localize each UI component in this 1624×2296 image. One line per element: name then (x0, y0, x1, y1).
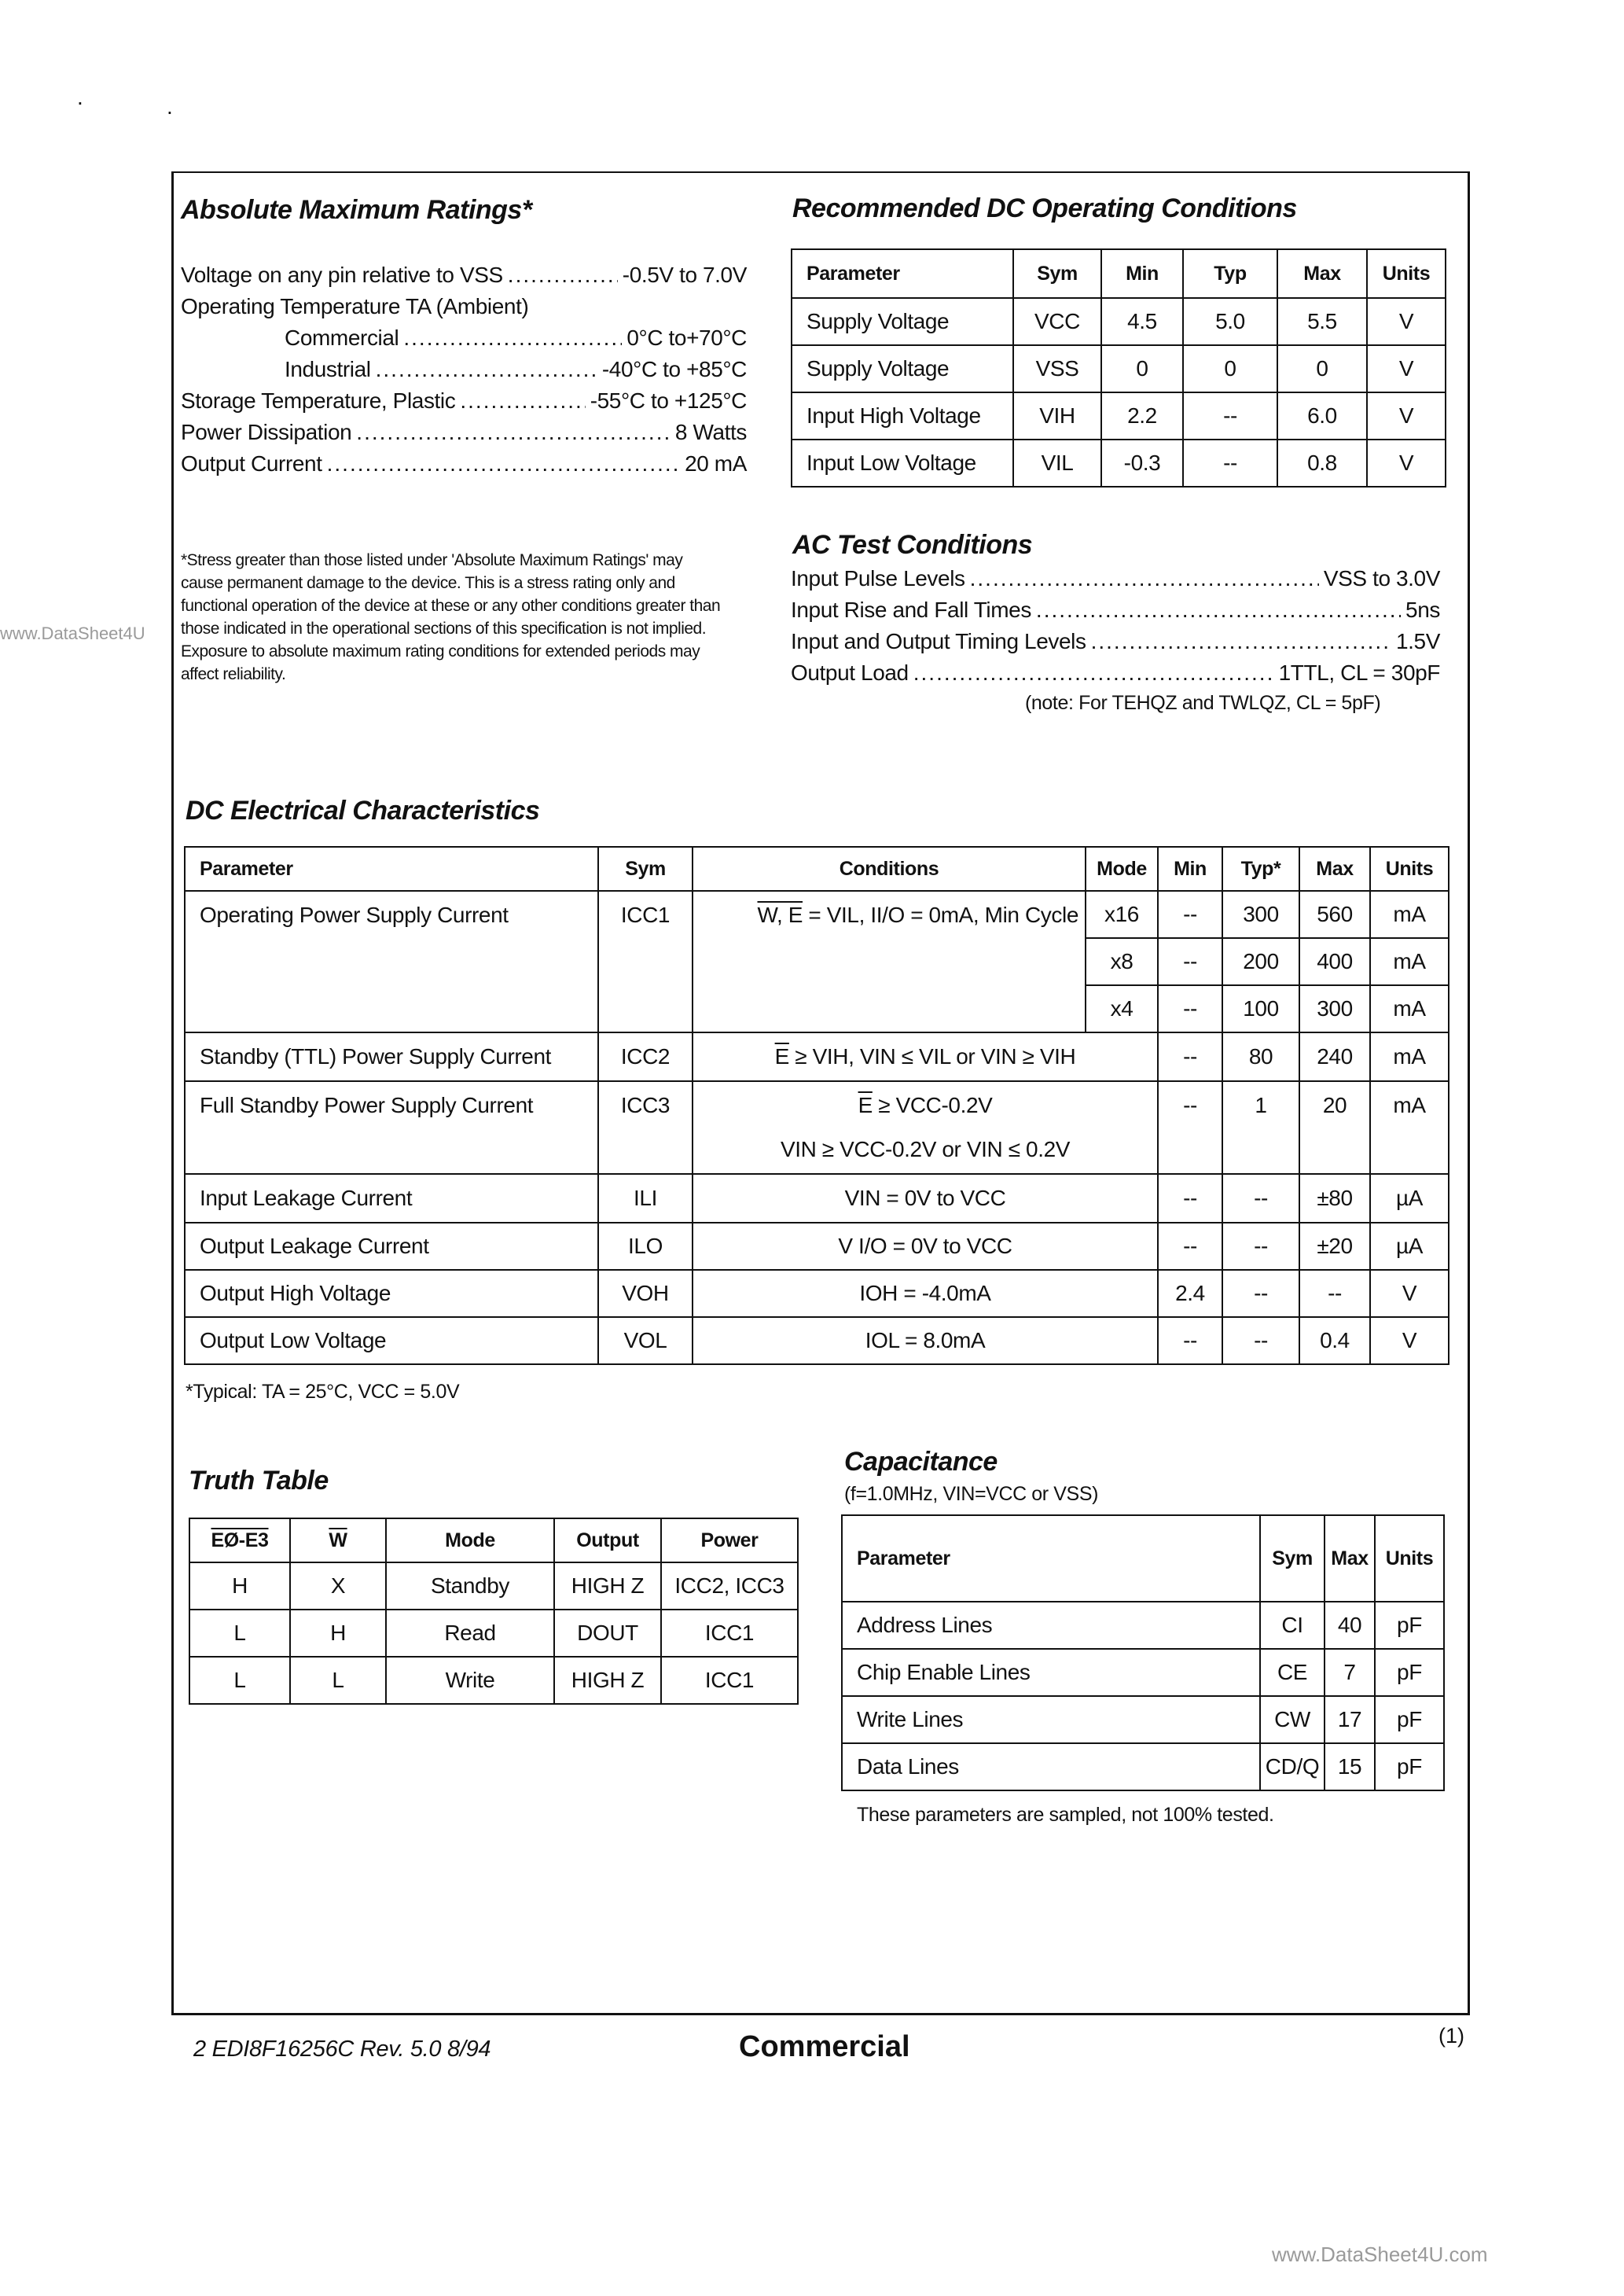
cell: 2.2 (1101, 392, 1183, 440)
col-header: Sym (598, 847, 693, 891)
col-header: Mode (386, 1518, 554, 1562)
cell: VIH (1013, 392, 1101, 440)
cell: Output Leakage Current (185, 1223, 598, 1270)
table-row (185, 1174, 1449, 1223)
capacitance-subtitle: (f=1.0MHz, VIN=VCC or VSS) (844, 1483, 1099, 1505)
cell: mA (1370, 938, 1449, 985)
cell: -- (1222, 1270, 1299, 1317)
cell: 0.4 (1299, 1317, 1370, 1364)
cell: Address Lines (842, 1602, 1260, 1649)
cell: 100 (1222, 985, 1299, 1032)
cell: Standby (386, 1562, 554, 1610)
cell: Supply Voltage (792, 345, 1013, 392)
cell: CI (1260, 1602, 1325, 1649)
cell: pF (1375, 1602, 1444, 1649)
cell: mA (1370, 1081, 1449, 1174)
cell: 400 (1299, 938, 1370, 985)
cell: 0 (1183, 345, 1277, 392)
col-header: Max (1325, 1515, 1375, 1602)
cell: $\overline{E} \ge VCC-0.2V$ VIN ≥ VCC-0.2V or VIN ≤ 0.2V (693, 1081, 1158, 1174)
abs-row: Operating Temperature TA (Ambient) (181, 294, 529, 318)
ac-row: Output Load ..... 1TTL, CL = 30pF (791, 660, 1440, 692)
dc-elec-table (184, 846, 1449, 1365)
cell: 7 (1325, 1649, 1375, 1696)
table-header-row (842, 1515, 1444, 1602)
abs-max-title: Absolute Maximum Ratings* (181, 195, 532, 225)
cell: -- (1183, 440, 1277, 487)
col-header: Parameter (185, 847, 598, 891)
table-row (185, 1081, 1449, 1174)
cell: 5.5 (1277, 298, 1367, 345)
cell: 20 (1299, 1081, 1370, 1174)
watermark-bottom: www.DataSheet4U.com (1272, 2243, 1488, 2266)
table-row (185, 1032, 1449, 1081)
cell: V (1370, 1270, 1449, 1317)
col-header: Typ* (1222, 847, 1299, 891)
cell: Standby (TTL) Power Supply Current (185, 1032, 598, 1081)
cell: Input Leakage Current (185, 1174, 598, 1223)
col-header: Power (661, 1518, 798, 1562)
cell: -- (1222, 1317, 1299, 1364)
cell: H (189, 1562, 290, 1610)
col-header: Sym (1013, 249, 1101, 298)
cell: mA (1370, 985, 1449, 1032)
cell: VOH (598, 1270, 693, 1317)
ac-row: Input Pulse Levels ..... VSS to 3.0V (791, 566, 1440, 598)
table-row (792, 345, 1446, 392)
cell: Input High Voltage (792, 392, 1013, 440)
cell: Output High Voltage (185, 1270, 598, 1317)
table-row (842, 1696, 1444, 1743)
ac-test-title: AC Test Conditions (792, 530, 1033, 560)
table-row (185, 1270, 1449, 1317)
cell: V (1367, 440, 1446, 487)
abs-max-list (181, 263, 747, 483)
cell: 0.8 (1277, 440, 1367, 487)
cell: Write (386, 1657, 554, 1704)
cell: DOUT (554, 1610, 661, 1657)
col-header: Min (1158, 847, 1222, 891)
stray-mark: . (77, 85, 83, 109)
cell: H (290, 1610, 386, 1657)
cell: 300 (1299, 985, 1370, 1032)
footer-commercial: Commercial (739, 2030, 910, 2063)
col-header: Parameter (792, 249, 1013, 298)
cell: -- (1222, 1223, 1299, 1270)
cell: 80 (1222, 1032, 1299, 1081)
cell: Output Low Voltage (185, 1317, 598, 1364)
cell: x16 (1086, 891, 1158, 938)
capacitance-table (841, 1514, 1445, 1791)
cell: -- (1158, 1081, 1222, 1174)
cell: L (189, 1610, 290, 1657)
col-header: Units (1370, 847, 1449, 891)
cell: x8 (1086, 938, 1158, 985)
table-row (792, 440, 1446, 487)
cell: CE (1260, 1649, 1325, 1696)
cell: -- (1158, 1174, 1222, 1223)
table-header-row (185, 847, 1449, 891)
abs-row: Commercial ..... 0°C to+70°C (181, 326, 747, 357)
cell: -- (1183, 392, 1277, 440)
table-row (189, 1610, 798, 1657)
cell: ICC2, ICC3 (661, 1562, 798, 1610)
cell: 1 (1222, 1081, 1299, 1174)
table-row (842, 1602, 1444, 1649)
typical-footnote: *Typical: TA = 25°C, VCC = 5.0V (186, 1381, 460, 1403)
table-row (189, 1562, 798, 1610)
cell: 4.5 (1101, 298, 1183, 345)
cell: 240 (1299, 1032, 1370, 1081)
col-header: Mode (1086, 847, 1158, 891)
cell: 0 (1277, 345, 1367, 392)
ac-row: Input and Output Timing Levels ..... 1.5V (791, 629, 1440, 660)
cell: W, E = VIL, II/O = 0mA, Min Cycle (693, 891, 1086, 1032)
col-header: Output (554, 1518, 661, 1562)
cell: -- (1158, 938, 1222, 985)
stray-mark: . (167, 94, 173, 119)
cell: -- (1158, 985, 1222, 1032)
cell: VOL (598, 1317, 693, 1364)
cell: L (290, 1657, 386, 1704)
table-row (185, 1223, 1449, 1270)
cell: Chip Enable Lines (842, 1649, 1260, 1696)
cell: HIGH Z (554, 1562, 661, 1610)
table-header-row (792, 249, 1446, 298)
footer-page-note: (1) (1438, 2024, 1464, 2048)
ac-test-list (791, 566, 1440, 692)
table-row (792, 392, 1446, 440)
table-row (185, 1317, 1449, 1364)
cell: IOH = -4.0mA (693, 1270, 1158, 1317)
cell: V (1370, 1317, 1449, 1364)
cell: ICC1 (661, 1657, 798, 1704)
cell: 0 (1101, 345, 1183, 392)
cell: ICC1 (661, 1610, 798, 1657)
col-header: EØ-E3 (189, 1518, 290, 1562)
cell: CW (1260, 1696, 1325, 1743)
cell: pF (1375, 1696, 1444, 1743)
cell: -- (1299, 1270, 1370, 1317)
cell: VIL (1013, 440, 1101, 487)
cell: ICC2 (598, 1032, 693, 1081)
col-header: Sym (1260, 1515, 1325, 1602)
abs-row: Voltage on any pin relative to VSS ..... -0.5V to 7.0V (181, 263, 747, 294)
cell: $\overline{E}$ ≥ VIH, VIN ≤ VIL or VIN ≥ VIH (693, 1032, 1158, 1081)
capacitance-title: Capacitance (844, 1447, 998, 1477)
col-header: $\overline{W}$ (290, 1518, 386, 1562)
cell: Operating Power Supply Current (185, 891, 598, 1032)
ac-test-note: (note: For TEHQZ and TWLQZ, CL = 5pF) (1025, 692, 1381, 714)
cell: -- (1222, 1174, 1299, 1223)
col-header: Max (1299, 847, 1370, 891)
col-header: Units (1375, 1515, 1444, 1602)
cell: -- (1158, 891, 1222, 938)
watermark-left: www.DataSheet4U (0, 624, 145, 643)
cell: Supply Voltage (792, 298, 1013, 345)
cell: -- (1158, 1032, 1222, 1081)
cell: mA (1370, 1032, 1449, 1081)
cell: V (1367, 392, 1446, 440)
table-row (792, 298, 1446, 345)
cell: Input Low Voltage (792, 440, 1013, 487)
col-header: Units (1367, 249, 1446, 298)
cell: -0.3 (1101, 440, 1183, 487)
table-row (185, 891, 1449, 938)
cell: Write Lines (842, 1696, 1260, 1743)
cell: L (189, 1657, 290, 1704)
cell: x4 (1086, 985, 1158, 1032)
cell: -- (1158, 1223, 1222, 1270)
abs-row: Storage Temperature, Plastic ..... -55°C to +125°C (181, 388, 747, 420)
cell: ILO (598, 1223, 693, 1270)
cell: 17 (1325, 1696, 1375, 1743)
footer-doc-id: 2 EDI8F16256C Rev. 5.0 8/94 (193, 2037, 491, 2062)
cell: ICC3 (598, 1081, 693, 1174)
rec-dc-title: Recommended DC Operating Conditions (792, 193, 1297, 223)
col-header: Typ (1183, 249, 1277, 298)
ac-row: Input Rise and Fall Times ..... 5ns (791, 598, 1440, 629)
table-row (842, 1649, 1444, 1696)
col-header: Conditions (693, 847, 1086, 891)
col-header: Max (1277, 249, 1367, 298)
cell: ILI (598, 1174, 693, 1223)
cell: µA (1370, 1174, 1449, 1223)
dc-elec-title: DC Electrical Characteristics (186, 796, 540, 826)
cell: V I/O = 0V to VCC (693, 1223, 1158, 1270)
cell: 15 (1325, 1743, 1375, 1790)
cell: pF (1375, 1743, 1444, 1790)
col-header: Min (1101, 249, 1183, 298)
table-header-row (189, 1518, 798, 1562)
cell: CD/Q (1260, 1743, 1325, 1790)
cell: IOL = 8.0mA (693, 1317, 1158, 1364)
cell: 300 (1222, 891, 1299, 938)
cell: 6.0 (1277, 392, 1367, 440)
cell: VCC (1013, 298, 1101, 345)
cell: V (1367, 345, 1446, 392)
truth-table-title: Truth Table (189, 1466, 329, 1496)
cell: mA (1370, 891, 1449, 938)
cell: Data Lines (842, 1743, 1260, 1790)
abs-row: Industrial ..... -40°C to +85°C (181, 357, 747, 388)
cell: VSS (1013, 345, 1101, 392)
capacitance-note: These parameters are sampled, not 100% tested. (857, 1804, 1274, 1826)
cell: 5.0 (1183, 298, 1277, 345)
table-row (842, 1743, 1444, 1790)
rec-dc-table (791, 248, 1446, 488)
cell: ±20 (1299, 1223, 1370, 1270)
cell: V (1367, 298, 1446, 345)
truth-table (189, 1518, 799, 1705)
cell: 2.4 (1158, 1270, 1222, 1317)
stress-note: *Stress greater than those listed under 'Absolute Maximum Ratings' may cause permanent damage to the device. This is a stress rating only and functional operation of the device at these or any other conditions greater than those indicated in the operational sections of this specification is not implied. Exposure to absolute maximum rating conditions for extended periods may affect reliability. (181, 551, 721, 683)
cell: 200 (1222, 938, 1299, 985)
cell: HIGH Z (554, 1657, 661, 1704)
col-header: Parameter (842, 1515, 1260, 1602)
cell: -- (1158, 1317, 1222, 1364)
cell: 560 (1299, 891, 1370, 938)
abs-row: Output Current ..... 20 mA (181, 451, 747, 483)
cell: Read (386, 1610, 554, 1657)
cell: Full Standby Power Supply Current (185, 1081, 598, 1174)
cell: µA (1370, 1223, 1449, 1270)
cell: X (290, 1562, 386, 1610)
cell: ±80 (1299, 1174, 1370, 1223)
cell: VIN = 0V to VCC (693, 1174, 1158, 1223)
cell: pF (1375, 1649, 1444, 1696)
cell: ICC1 (598, 891, 693, 1032)
cell: 40 (1325, 1602, 1375, 1649)
table-row (189, 1657, 798, 1704)
abs-row: Power Dissipation ..... 8 Watts (181, 420, 747, 451)
